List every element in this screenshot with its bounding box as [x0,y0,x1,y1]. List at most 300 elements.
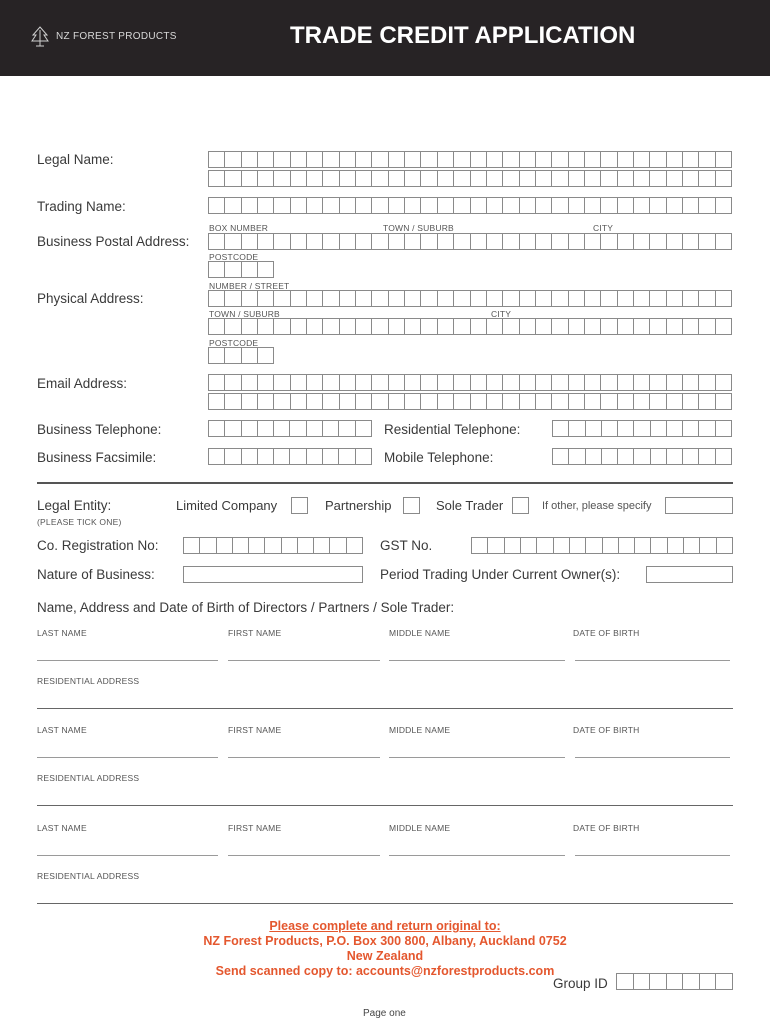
character-box[interactable] [454,318,470,335]
character-box[interactable] [601,170,617,187]
character-box[interactable] [699,393,715,410]
legal-name-boxes-row2[interactable] [208,170,732,187]
character-box[interactable] [242,448,258,465]
character-box[interactable] [372,170,388,187]
character-box[interactable] [389,233,405,250]
character-box[interactable] [569,448,585,465]
character-box[interactable] [650,393,666,410]
character-box[interactable] [634,170,650,187]
character-box[interactable] [340,318,356,335]
date-of-birth-line[interactable] [575,757,730,758]
character-box[interactable] [618,233,634,250]
character-box[interactable] [699,318,715,335]
character-box[interactable] [274,448,290,465]
character-box[interactable] [683,233,699,250]
character-box[interactable] [307,233,323,250]
character-box[interactable] [274,420,290,437]
character-box[interactable] [225,448,241,465]
character-box[interactable] [421,374,437,391]
character-box[interactable] [225,197,241,214]
character-box[interactable] [471,197,487,214]
character-box[interactable] [225,347,241,364]
character-box[interactable] [438,374,454,391]
date-of-birth-line[interactable] [575,855,730,856]
character-box[interactable] [683,374,699,391]
character-box[interactable] [242,420,258,437]
character-box[interactable] [454,170,470,187]
character-box[interactable] [405,318,421,335]
character-box[interactable] [667,393,683,410]
character-box[interactable] [307,374,323,391]
business-telephone-boxes[interactable] [208,420,372,437]
character-box[interactable] [520,290,536,307]
accounts-email-link[interactable]: accounts@nzforestproducts.com [355,964,555,978]
character-box[interactable] [291,233,307,250]
character-box[interactable] [585,197,601,214]
character-box[interactable] [634,233,650,250]
character-box[interactable] [356,151,372,168]
character-box[interactable] [503,233,519,250]
character-box[interactable] [699,170,715,187]
character-box[interactable] [569,170,585,187]
character-box[interactable] [307,170,323,187]
character-box[interactable] [258,290,274,307]
residential-telephone-boxes[interactable] [552,420,732,437]
character-box[interactable] [602,448,618,465]
character-box[interactable] [258,448,274,465]
character-box[interactable] [258,261,274,278]
character-box[interactable] [521,537,537,554]
character-box[interactable] [454,393,470,410]
character-box[interactable] [618,151,634,168]
character-box[interactable] [683,151,699,168]
character-box[interactable] [716,290,732,307]
character-box[interactable] [503,197,519,214]
character-box[interactable] [667,170,683,187]
character-box[interactable] [634,393,650,410]
character-box[interactable] [242,347,258,364]
character-box[interactable] [454,197,470,214]
character-box[interactable] [340,393,356,410]
character-box[interactable] [347,537,363,554]
character-box[interactable] [667,197,683,214]
character-box[interactable] [716,318,732,335]
character-box[interactable] [314,537,330,554]
character-box[interactable] [454,374,470,391]
character-box[interactable] [208,374,225,391]
character-box[interactable] [372,393,388,410]
limited-company-checkbox[interactable] [291,497,308,514]
character-box[interactable] [683,197,699,214]
character-box[interactable] [438,318,454,335]
character-box[interactable] [291,151,307,168]
character-box[interactable] [601,374,617,391]
character-box[interactable] [242,393,258,410]
character-box[interactable] [586,420,602,437]
character-box[interactable] [208,151,225,168]
character-box[interactable] [258,151,274,168]
character-box[interactable] [356,420,372,437]
character-box[interactable] [330,537,346,554]
character-box[interactable] [699,233,715,250]
character-box[interactable] [552,318,568,335]
character-box[interactable] [372,197,388,214]
character-box[interactable] [258,233,274,250]
character-box[interactable] [389,170,405,187]
other-entity-field[interactable] [665,497,733,514]
character-box[interactable] [537,537,553,554]
character-box[interactable] [700,537,716,554]
character-box[interactable] [225,420,241,437]
business-facsimile-boxes[interactable] [208,448,372,465]
character-box[interactable] [634,448,650,465]
character-box[interactable] [291,197,307,214]
character-box[interactable] [405,233,421,250]
character-box[interactable] [618,197,634,214]
character-box[interactable] [438,197,454,214]
character-box[interactable] [372,290,388,307]
character-box[interactable] [700,973,717,990]
character-box[interactable] [471,290,487,307]
character-box[interactable] [716,448,732,465]
character-box[interactable] [258,197,274,214]
character-box[interactable] [602,420,618,437]
character-box[interactable] [536,197,552,214]
co-registration-boxes[interactable] [183,537,363,554]
character-box[interactable] [389,290,405,307]
character-box[interactable] [603,537,619,554]
physical-town-boxes[interactable] [208,318,732,335]
character-box[interactable] [323,170,339,187]
character-box[interactable] [208,420,225,437]
character-box[interactable] [405,393,421,410]
character-box[interactable] [650,374,666,391]
character-box[interactable] [471,170,487,187]
character-box[interactable] [356,170,372,187]
character-box[interactable] [265,537,281,554]
character-box[interactable] [651,448,667,465]
last-name-line[interactable] [37,757,218,758]
partnership-checkbox[interactable] [403,497,420,514]
character-box[interactable] [274,290,290,307]
character-box[interactable] [650,233,666,250]
character-box[interactable] [372,151,388,168]
character-box[interactable] [454,233,470,250]
character-box[interactable] [716,197,732,214]
character-box[interactable] [536,170,552,187]
character-box[interactable] [323,420,339,437]
character-box[interactable] [618,290,634,307]
character-box[interactable] [536,318,552,335]
character-box[interactable] [291,393,307,410]
character-box[interactable] [569,233,585,250]
character-box[interactable] [699,448,715,465]
character-box[interactable] [536,393,552,410]
character-box[interactable] [601,290,617,307]
character-box[interactable] [520,393,536,410]
middle-name-line[interactable] [389,855,565,856]
character-box[interactable] [290,420,306,437]
character-box[interactable] [716,374,732,391]
character-box[interactable] [258,393,274,410]
character-box[interactable] [471,318,487,335]
character-box[interactable] [667,151,683,168]
character-box[interactable] [683,290,699,307]
character-box[interactable] [438,290,454,307]
character-box[interactable] [242,170,258,187]
character-box[interactable] [569,151,585,168]
character-box[interactable] [586,448,602,465]
character-box[interactable] [405,151,421,168]
character-box[interactable] [619,537,635,554]
character-box[interactable] [650,973,667,990]
character-box[interactable] [225,170,241,187]
character-box[interactable] [208,261,225,278]
character-box[interactable] [217,537,233,554]
character-box[interactable] [421,290,437,307]
character-box[interactable] [421,318,437,335]
character-box[interactable] [552,151,568,168]
character-box[interactable] [699,151,715,168]
character-box[interactable] [208,347,225,364]
mobile-telephone-boxes[interactable] [552,448,732,465]
first-name-line[interactable] [228,660,380,661]
character-box[interactable] [650,170,666,187]
character-box[interactable] [356,197,372,214]
character-box[interactable] [372,318,388,335]
character-box[interactable] [601,151,617,168]
character-box[interactable] [618,170,634,187]
character-box[interactable] [208,393,225,410]
character-box[interactable] [454,151,470,168]
character-box[interactable] [274,393,290,410]
residential-address-line[interactable] [37,708,733,709]
character-box[interactable] [634,973,651,990]
character-box[interactable] [601,233,617,250]
character-box[interactable] [208,170,225,187]
physical-postcode-boxes[interactable] [208,347,274,364]
residential-address-line[interactable] [37,903,733,904]
character-box[interactable] [552,170,568,187]
character-box[interactable] [487,170,503,187]
first-name-line[interactable] [228,855,380,856]
character-box[interactable] [389,318,405,335]
character-box[interactable] [487,318,503,335]
character-box[interactable] [356,318,372,335]
character-box[interactable] [208,233,225,250]
character-box[interactable] [520,170,536,187]
character-box[interactable] [651,420,667,437]
character-box[interactable] [667,973,684,990]
character-box[interactable] [291,318,307,335]
character-box[interactable] [307,448,323,465]
character-box[interactable] [634,290,650,307]
character-box[interactable] [586,537,602,554]
character-box[interactable] [683,448,699,465]
character-box[interactable] [307,420,323,437]
character-box[interactable] [585,318,601,335]
character-box[interactable] [323,448,339,465]
character-box[interactable] [569,420,585,437]
character-box[interactable] [356,374,372,391]
character-box[interactable] [208,448,225,465]
character-box[interactable] [569,290,585,307]
character-box[interactable] [618,374,634,391]
character-box[interactable] [601,197,617,214]
character-box[interactable] [323,233,339,250]
character-box[interactable] [274,151,290,168]
physical-street-boxes[interactable] [208,290,732,307]
character-box[interactable] [505,537,521,554]
character-box[interactable] [503,318,519,335]
character-box[interactable] [716,233,732,250]
character-box[interactable] [683,170,699,187]
character-box[interactable] [585,393,601,410]
character-box[interactable] [242,318,258,335]
character-box[interactable] [716,973,733,990]
character-box[interactable] [258,347,274,364]
character-box[interactable] [634,318,650,335]
character-box[interactable] [503,374,519,391]
character-box[interactable] [683,973,700,990]
residential-address-line[interactable] [37,805,733,806]
last-name-line[interactable] [37,660,218,661]
character-box[interactable] [372,233,388,250]
character-box[interactable] [585,233,601,250]
character-box[interactable] [618,318,634,335]
character-box[interactable] [471,151,487,168]
character-box[interactable] [520,374,536,391]
character-box[interactable] [536,233,552,250]
character-box[interactable] [356,290,372,307]
character-box[interactable] [487,290,503,307]
character-box[interactable] [699,420,715,437]
date-of-birth-line[interactable] [575,660,730,661]
character-box[interactable] [339,420,355,437]
character-box[interactable] [552,393,568,410]
character-box[interactable] [585,151,601,168]
character-box[interactable] [520,151,536,168]
character-box[interactable] [438,233,454,250]
character-box[interactable] [421,197,437,214]
character-box[interactable] [503,151,519,168]
character-box[interactable] [274,233,290,250]
character-box[interactable] [471,393,487,410]
character-box[interactable] [650,318,666,335]
character-box[interactable] [569,197,585,214]
first-name-line[interactable] [228,757,380,758]
character-box[interactable] [274,197,290,214]
character-box[interactable] [274,374,290,391]
character-box[interactable] [717,537,733,554]
character-box[interactable] [249,537,265,554]
character-box[interactable] [421,151,437,168]
character-box[interactable] [242,197,258,214]
middle-name-line[interactable] [389,757,565,758]
character-box[interactable] [683,393,699,410]
character-box[interactable] [487,197,503,214]
character-box[interactable] [667,233,683,250]
character-box[interactable] [503,170,519,187]
character-box[interactable] [503,290,519,307]
nature-of-business-field[interactable] [183,566,363,583]
character-box[interactable] [340,170,356,187]
email-boxes-row2[interactable] [208,393,732,410]
character-box[interactable] [307,151,323,168]
character-box[interactable] [667,318,683,335]
character-box[interactable] [536,151,552,168]
character-box[interactable] [242,261,258,278]
character-box[interactable] [274,318,290,335]
character-box[interactable] [634,420,650,437]
trading-name-boxes[interactable] [208,197,732,214]
character-box[interactable] [208,318,225,335]
character-box[interactable] [471,537,488,554]
character-box[interactable] [405,290,421,307]
character-box[interactable] [291,170,307,187]
gst-no-boxes[interactable] [471,537,733,554]
character-box[interactable] [716,170,732,187]
character-box[interactable] [208,197,225,214]
character-box[interactable] [601,318,617,335]
character-box[interactable] [405,374,421,391]
character-box[interactable] [225,318,241,335]
character-box[interactable] [552,290,568,307]
character-box[interactable] [471,374,487,391]
character-box[interactable] [258,420,274,437]
character-box[interactable] [356,393,372,410]
character-box[interactable] [307,393,323,410]
character-box[interactable] [520,197,536,214]
character-box[interactable] [356,233,372,250]
character-box[interactable] [225,290,241,307]
email-boxes-row1[interactable] [208,374,732,391]
character-box[interactable] [438,393,454,410]
character-box[interactable] [552,374,568,391]
character-box[interactable] [668,537,684,554]
character-box[interactable] [552,233,568,250]
character-box[interactable] [569,318,585,335]
character-box[interactable] [298,537,314,554]
character-box[interactable] [618,420,634,437]
character-box[interactable] [339,448,355,465]
character-box[interactable] [323,290,339,307]
character-box[interactable] [421,170,437,187]
character-box[interactable] [699,290,715,307]
character-box[interactable] [683,318,699,335]
character-box[interactable] [699,197,715,214]
character-box[interactable] [520,318,536,335]
character-box[interactable] [225,261,241,278]
character-box[interactable] [650,197,666,214]
character-box[interactable] [454,290,470,307]
character-box[interactable] [585,374,601,391]
character-box[interactable] [372,374,388,391]
character-box[interactable] [356,448,372,465]
character-box[interactable] [225,151,241,168]
character-box[interactable] [651,537,667,554]
character-box[interactable] [291,374,307,391]
character-box[interactable] [520,233,536,250]
character-box[interactable] [716,393,732,410]
character-box[interactable] [421,233,437,250]
character-box[interactable] [554,537,570,554]
character-box[interactable] [291,290,307,307]
character-box[interactable] [389,374,405,391]
character-box[interactable] [340,290,356,307]
character-box[interactable] [616,973,634,990]
character-box[interactable] [585,170,601,187]
